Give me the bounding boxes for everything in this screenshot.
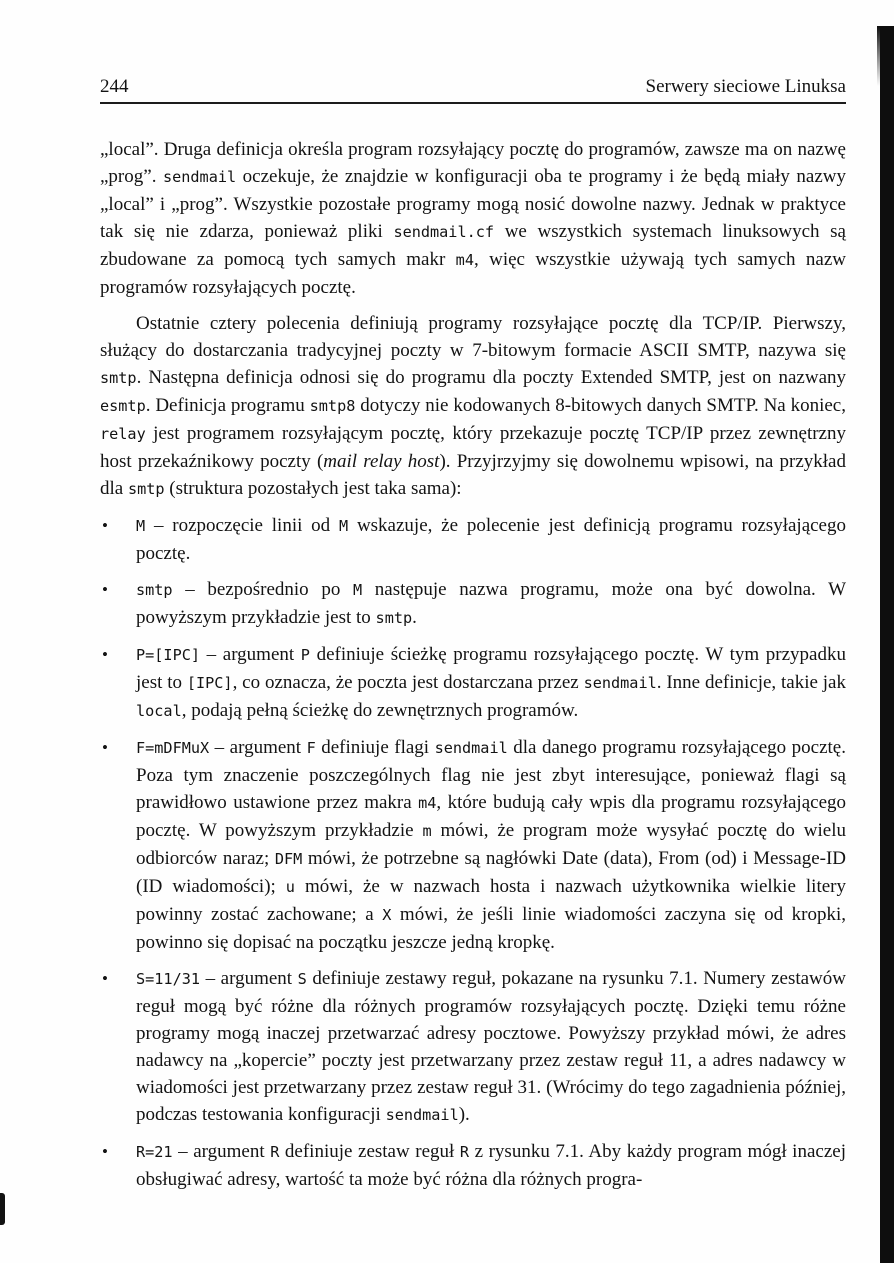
bullet-item-p-ipc (100, 641, 846, 725)
bullet-text-m: M – rozpoczęcie linii od M wskazuje, że polecenie jest definicją programu rozsyłającego pocztę. (136, 515, 846, 564)
paragraph-tcpip-mailers: Ostatnie cztery polecenia definiują programy rozsyłające pocztę dla TCP/IP. Pierwszy, służący do dostarczania tradycyjnej poczty w 7-bitowym formacie ASCII SMTP, nazywa się smtp. Następna definicja odnosi się do programu dla poczty Extended SMTP, jest on nazwany esmtp. Definicja programu smtp8 dotyczy nie kodowanych 8-bitowych danych SMTP. Na koniec, relay jest programem rozsyłającym pocztę, który przekazuje pocztę TCP/IP przez zewnętrzny host przekaźnikowy poczty (mail relay host). Przyjrzyjmy się dowolnemu wpisowi, na przykład dla smtp (struktura pozostałych jest taka sama): (100, 313, 846, 499)
scan-artifact-left-mark (0, 1193, 5, 1225)
bullet-item-s-rulesets (100, 965, 846, 1129)
page-header (100, 76, 846, 102)
bullet-marker: • (102, 645, 108, 664)
bullet-marker: • (102, 738, 108, 757)
bullet-text-smtp: smtp – bezpośrednio po M następuje nazwa programu, może ona być dowolna. W powyższym przykładzie jest to smtp. (136, 579, 846, 628)
scan-artifact-right-bar-taper (877, 26, 881, 86)
bullet-text-r-ruleset: R=21 – argument R definiuje zestaw reguł R z rysunku 7.1. Aby każdy program mógł inaczej obsługiwać adresy, wartość ta może być różna dla różnych progra- (136, 1141, 846, 1190)
bullet-item-r-ruleset (100, 1138, 846, 1193)
bullet-text-p-ipc: P=[IPC] – argument P definiuje ścieżkę programu rozsyłającego pocztę. W tym przypadku jest to [IPC], co oznacza, że poczta jest dostarczana przez sendmail. Inne definicje, takie jak local, podają pełną ścieżkę do zewnętrznych programów. (136, 644, 846, 721)
paragraph-local-prog: „local”. Druga definicja określa program rozsyłający pocztę do programów, zawsze ma on nazwę „prog”. sendmail oczekuje, że znajdzie w konfiguracji oba te programy i że będą miały nazwy „local” i „prog”. Wszystkie pozostałe programy mogą nosić dowolne nazwy. Jednak w praktyce tak się nie zdarza, ponieważ pliki sendmail.cf we wszystkich systemach linuksowych są zbudowane za pomocą tych samych makr m4, więc wszystkie używają tych samych nazw programów rozsyłających pocztę. (100, 139, 846, 298)
body-copy (100, 136, 846, 1193)
running-title: Serwery sieciowe Linuksa (645, 76, 846, 97)
scan-artifact-right-bar (880, 26, 894, 1263)
bullet-item-f-flags (100, 734, 846, 956)
page-number: 244 (100, 76, 129, 97)
header-rule (100, 102, 846, 104)
bullet-text-s-rulesets: S=11/31 – argument S definiuje zestawy reguł, pokazane na rysunku 7.1. Numery zestawów reguł mogą być różne dla różnych programów rozsyłających pocztę. Dzięki temu różne programy mogą inaczej przetwarzać adresy pocztowe. Powyższy przykład mówi, że adres nadawcy na „kopercie” poczty jest przetwarzany przez zestaw reguł 11, a adres nadawcy w wiadomości jest przetwarzany przez zestaw reguł 31. (Wrócimy do tego zagadnienia później, podczas testowania konfiguracji sendmail). (136, 968, 846, 1125)
bullet-marker: • (102, 516, 108, 535)
bullet-item-smtp (100, 576, 846, 632)
bullet-marker: • (102, 580, 108, 599)
bullet-text-f-flags: F=mDFMuX – argument F definiuje flagi sendmail dla danego programu rozsyłającego pocztę. Poza tym znaczenie poszczególnych flag nie jest zbyt interesujące, ponieważ flagi są prawidłowo ustawione przez makra m4, które budują cały wpis dla programu rozsyłającego pocztę. W powyższym przykładzie m mówi, że program może wysyłać pocztę do wielu odbiorców naraz; DFM mówi, że potrzebne są nagłówki Date (data), From (od) i Message-ID (ID wiadomości); u mówi, że w nazwach hosta i nazwach użytkownika wielkie litery powinny zostać zachowane; a X mówi, że jeśli linie wiadomości zaczyna się od kropki, powinno się dopisać na początku jeszcze jedną kropkę. (136, 737, 847, 953)
bullet-marker: • (102, 969, 108, 988)
bullet-item-m (100, 512, 846, 567)
bullet-marker: • (102, 1142, 108, 1161)
text-block (100, 76, 846, 1193)
